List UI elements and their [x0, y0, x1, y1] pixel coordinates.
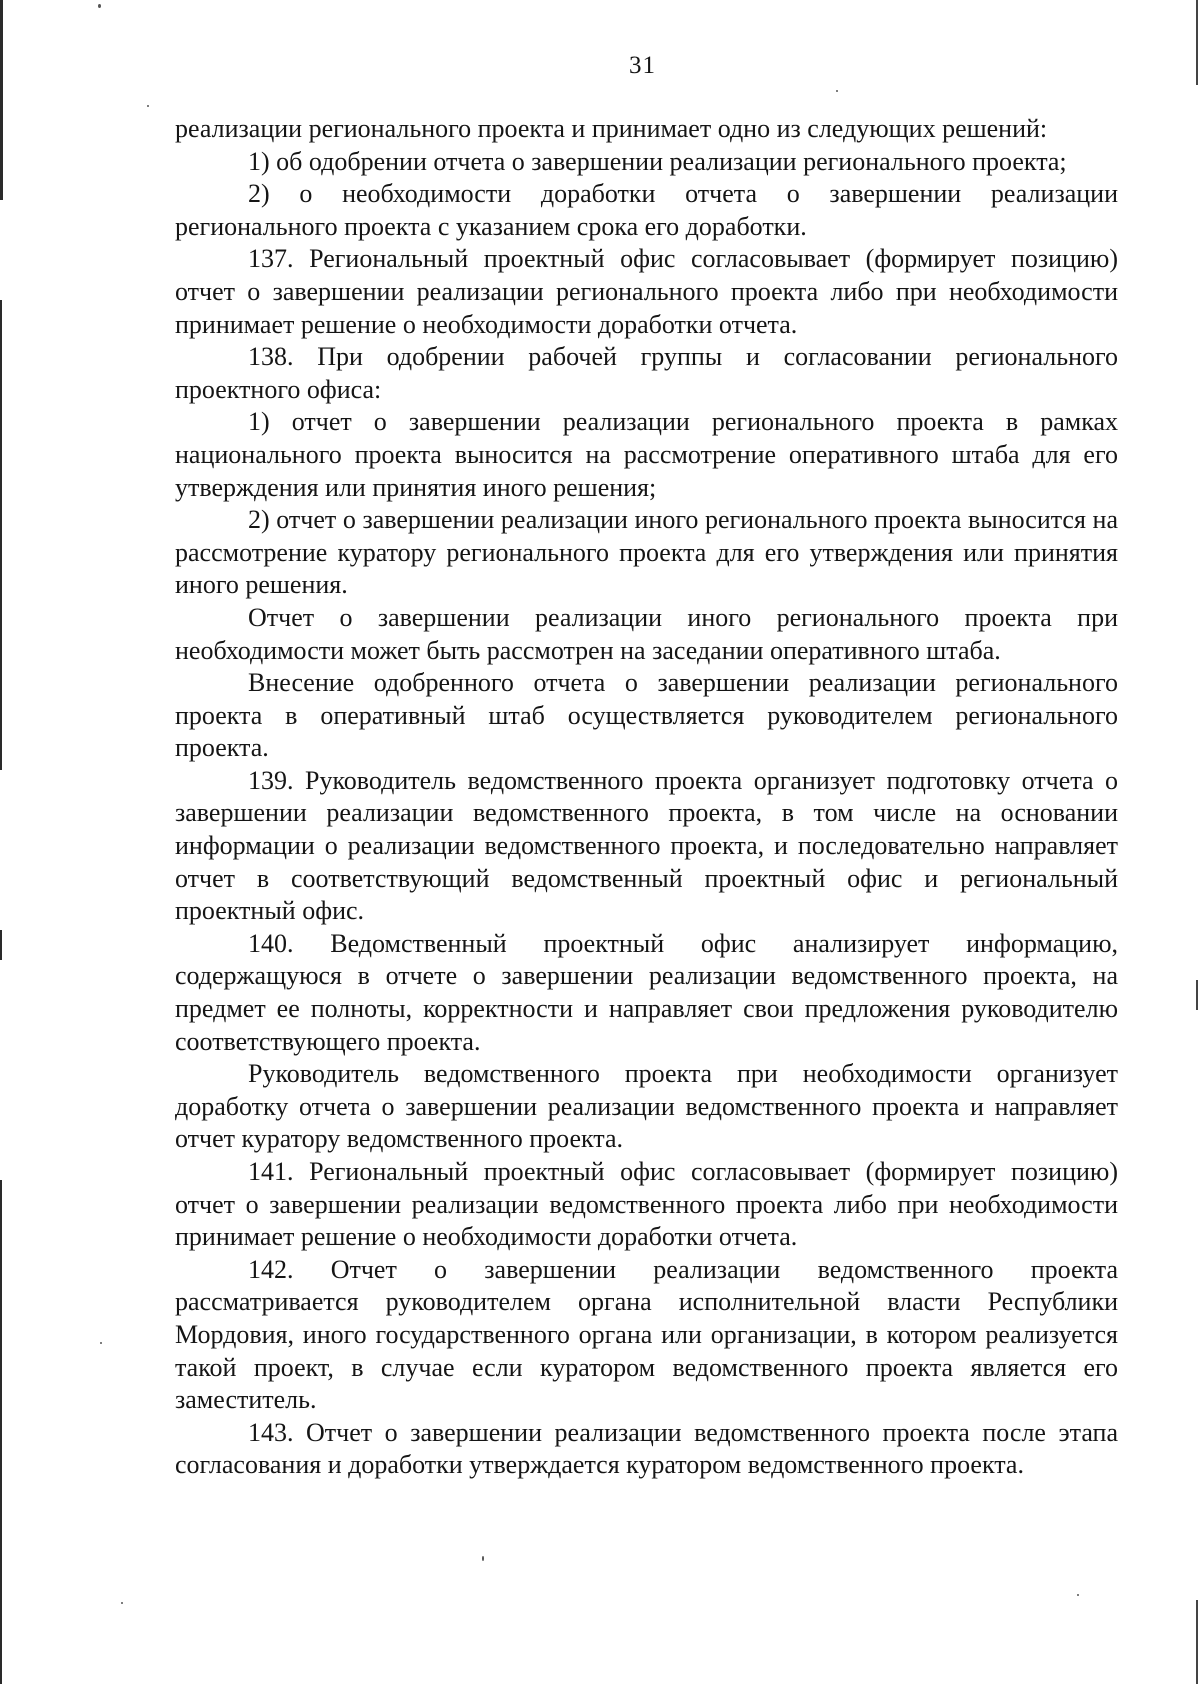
scan-speck [98, 4, 101, 8]
paragraph: 137. Региональный проектный офис согласовывает (формирует позицию) отчет о завершении реализации регионального проекта либо при необходимости принимает решение о необходимости доработки отчета. [175, 244, 1118, 339]
scan-edge-left-mid [0, 300, 2, 770]
paragraph: Отчет о завершении реализации иного регионального проекта при необходимости может быть рассмотрен на заседании оперативного штаба. [175, 602, 1118, 665]
paragraph: 1) отчет о завершении реализации регионального проекта в рамках национального проекта выносится на рассмотрение оперативного штаба для его утверждения или принятия иного решения; [175, 407, 1118, 502]
scan-speck [1077, 1594, 1079, 1596]
paragraph: 138. При одобрении рабочей группы и согласовании регионального проектного офиса: [175, 342, 1118, 404]
paragraph: реализации регионального проекта и принимает одно из следующих решений: [175, 114, 1048, 143]
scan-speck [836, 90, 838, 92]
paragraph: 140. Ведомственный проектный офис анализирует информацию, содержащуюся в отчете о завершении реализации ведомственного проекта, на предмет ее полноты, корректности и направляет свои предложения руководителю соответствующего проекта. [175, 928, 1118, 1056]
scan-speck [100, 1342, 102, 1344]
scan-speck [482, 1556, 484, 1561]
paragraph: 1) об одобрении отчета о завершении реализации регионального проекта; [248, 146, 1067, 176]
scan-edge-left-low [0, 930, 2, 960]
paragraph: 2) о необходимости доработки отчета о завершении реализации регионального проекта с указанием срока его доработки. [175, 179, 1118, 241]
paragraph: 141. Региональный проектный офис согласовывает (формирует позицию) отчет о завершении реализации ведомственного проекта либо при необходимости принимает решение о необходимости доработки отчета. [175, 1157, 1118, 1252]
scan-edge-left-top [0, 0, 3, 200]
paragraph: 139. Руководитель ведомственного проекта организует подготовку отчета о завершении реализации ведомственного проекта, в том числе на основании информации о реализации ведомственного проекта, и последовательно направляет отчет в соответствующий ведомственный проектный офис и региональный проектный офис. [175, 765, 1118, 926]
paragraph: 143. Отчет о завершении реализации ведомственного проекта после этапа согласования и доработки утверждается куратором ведомственного проекта. [175, 1417, 1118, 1480]
paragraph: Руководитель ведомственного проекта при необходимости организует доработку отчета о завершении реализации ведомственного проекта и направляет отчет куратору ведомственного проекта. [175, 1059, 1118, 1154]
document-body [175, 113, 1118, 1482]
paragraph: 2) отчет о завершении реализации иного регионального проекта выносится на рассмотрение куратору регионального проекта для его утверждения или принятия иного решения. [175, 505, 1118, 600]
scan-edge-right-mid [1196, 980, 1198, 1010]
paragraph: 142. Отчет о завершении реализации ведомственного проекта рассматривается руководителем органа исполнительной власти Республики Мордовия, иного государственного органа или организации, в котором реализуется такой проект, в случае если куратором ведомственного проекта является его заместитель. [175, 1254, 1118, 1415]
scan-speck [147, 105, 149, 107]
page-number: 31 [629, 52, 656, 79]
scan-speck [121, 1602, 123, 1604]
scan-edge-left-bottom [0, 1180, 2, 1684]
scan-edge-right-bottom [1196, 1600, 1198, 1684]
paragraph: Внесение одобренного отчета о завершении реализации регионального проекта в оперативный штаб осуществляется руководителем регионального проекта. [175, 668, 1118, 763]
